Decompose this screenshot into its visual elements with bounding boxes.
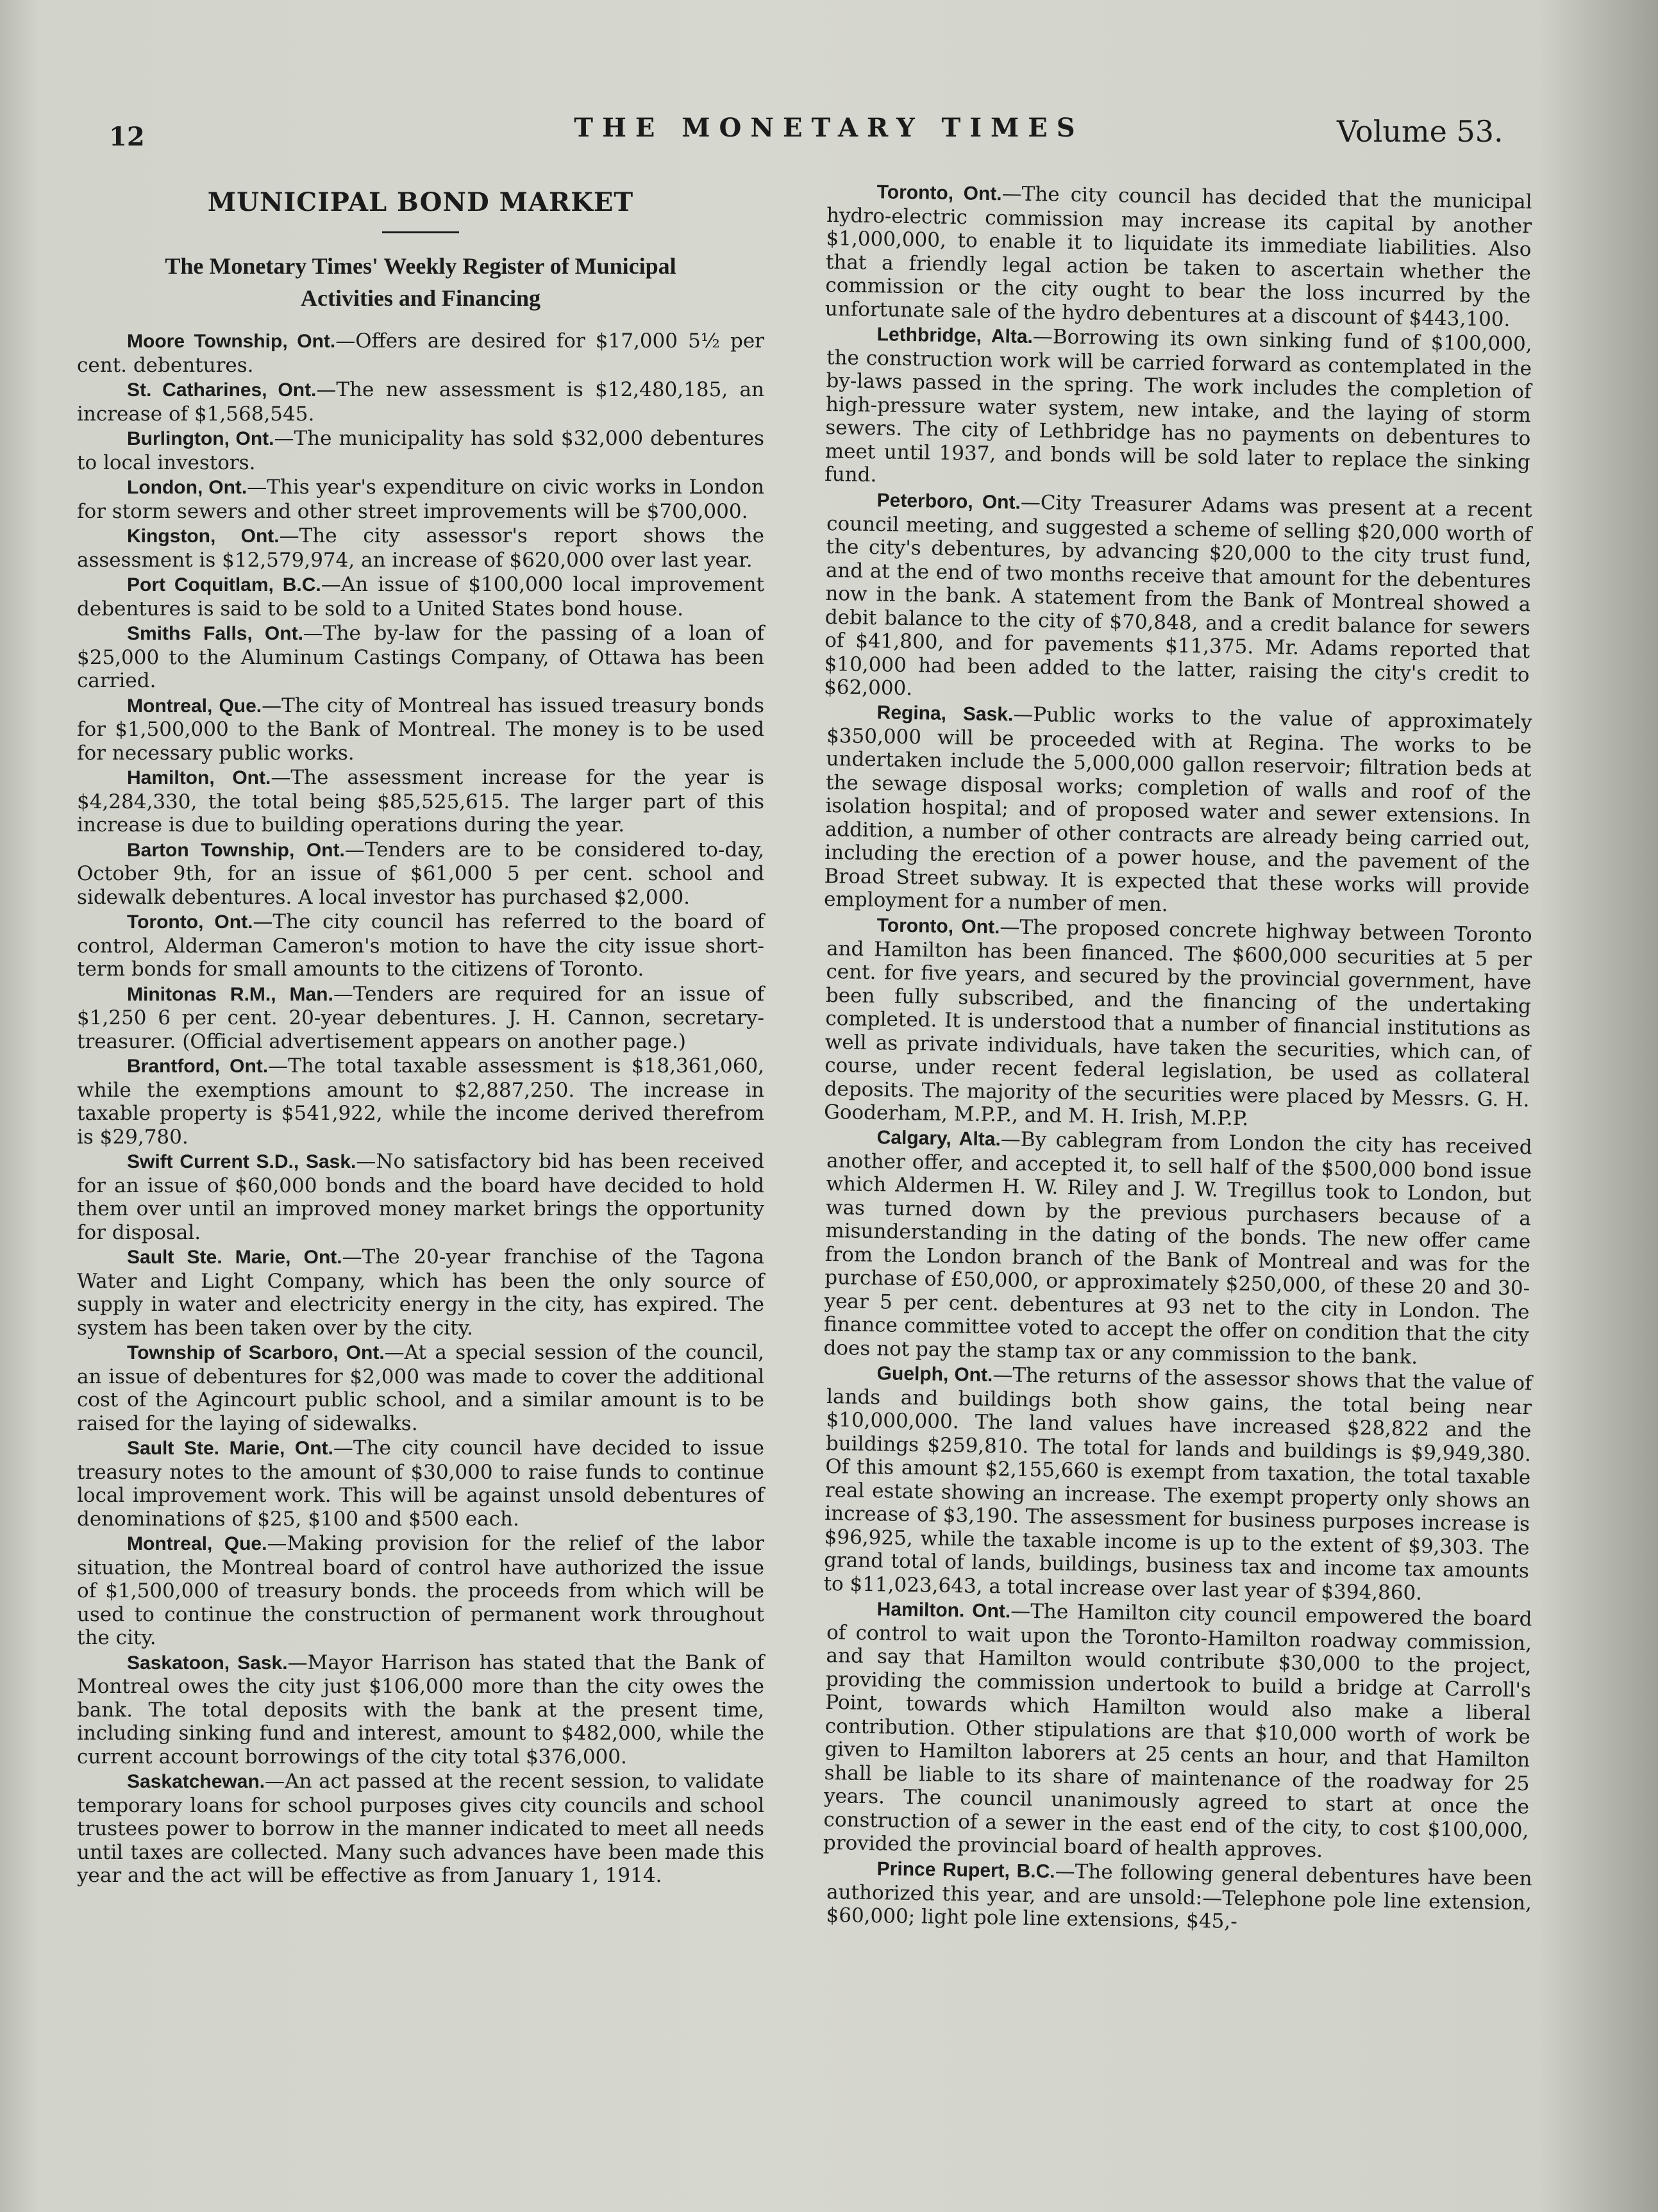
item-place: Barton Township, Ont. [127,839,345,861]
news-item [823,1125,1532,1370]
item-text: —The proposed concrete highway between Toronto and Hamilton has been financed. The $600,000 securities at 5 per cent. for five years, and secured by the provincial government, have been fully subscribed, and the financing of the undertaking completed. It is understood that a number of financial institutions as well as private individuals, have taken the securities, which can, of course, under recent federal legislation, be used as collateral deposits. The majority of the securities were placed by Messrs. G. H. Gooderham, M.P.P., and M. H. Irish, M.P.P. [823,915,1532,1130]
right-column [823,179,1532,1933]
item-text: —The assessment increase for the year is $4,284,330, the total being $85,525,615. The larger part of this increase is due to building operations during the year. [77,766,764,836]
item-place: Kingston, Ont. [127,526,280,547]
news-item [824,700,1532,922]
item-text: —No satisfactory bid has been received for an issue of $60,000 bonds and the board have decided to hold them over until an improved money market brings the opportunity for disposal. [77,1150,764,1244]
item-place: Moore Township, Ont. [127,331,336,352]
news-item [77,476,764,523]
item-place: London, Ont. [127,477,247,498]
left-item-list [77,329,764,1888]
item-text: —Tenders are to be considered to-day, October 9th, for an issue of $61,000 5 per cent. school and sidewalk debentures. A local investor has purchased $2,000. [77,838,764,909]
news-item [77,838,764,910]
running-title: THE MONETARY TIMES [574,113,1084,143]
item-text: —The municipality has sold $32,000 debentures to local investors. [77,427,765,474]
item-place: Hamilton, Ont. [127,767,271,788]
news-item [77,1341,764,1435]
item-place: Swift Current S.D., Sask. [127,1151,356,1172]
item-place: Hamilton. Ont. [876,1599,1011,1622]
item-text: —The city council has decided that the municipal hydro-electric commission may increase its capital by another $1,000,000, to enable it to liquidate its immediate liabilities. Also that a friendly legal action be taken to ascertain whether the commission or the city ought to bear the loss incurred by the unfortunate sale of the hydro debentures at a discount of $443,100. [825,182,1532,331]
item-place: Smiths Falls, Ont. [127,623,303,644]
section-title: MUNICIPAL BOND MARKET [207,187,634,217]
item-text: —Mayor Harrison has stated that the Bank of Montreal owes the city just $106,000 more than the city owes the bank. The total deposits with the bank at the present time, including sinking fund and interest, amount to $482,000, while the current account borrowings of the city total $376,000. [77,1651,764,1768]
news-item [77,427,764,474]
news-item [77,694,764,765]
item-place: Port Coquitlam, B.C. [127,574,321,595]
item-text: —The 20-year franchise of the Tagona Water and Light Company, which has been the only source of supply in water and electricity energy in the city, has expired. The system has been taken over by the city. [77,1245,764,1340]
news-item [77,524,764,572]
news-item [824,913,1532,1135]
item-place: Montreal, Que. [127,1533,267,1554]
news-item [77,573,764,620]
item-text: —City Treasurer Adams was present at a recent council meeting, and suggested a scheme of selling $20,000 worth of the city's debentures, by advancing $20,000 to the city trust fund, and at the end of two months receive that amount for the debentures now in the bank. A statement from the Bank of Montreal showed a debit balance to the city of $70,848, and a credit balance for sewers of $41,800, and for pavements $11,375. Mr. Adams reported that $10,000 had been added to the latter, raising the city's credit to $62,000. [823,490,1532,700]
news-item [826,1856,1532,1938]
news-item [77,1245,764,1340]
item-text: —The returns of the assessor shows that the value of lands and buildings both show gains, the total being near $10,000,000. The land values have increased $28,822 and the buildings $259,810. The total for lands and buildings is $9,949,380. Of this amount $2,155,660 is exempt from taxation, the total taxable real estate showing an increase. The exempt property only shows an increase of $3,190. The assessment for business purposes increase is $96,925, while the taxable income is up to the extent of $9,303. The grand total of lands, buildings, business tax and income tax amounts to $11,023,643, a total increase over last year of $394,860. [823,1363,1532,1605]
item-text: —The Hamilton city council empowered the board of control to wait upon the Toronto-Hamilton roadway commission, and say that Hamilton would contribute $30,000 to the project, providing the commission undertook to build a bridge at Carroll's Point, towards which Hamilton would also make a liberal contribution. Other stipulations are that $10,000 worth of work be given to Hamilton laborers at 25 cents an hour, and that Hamilton shall be liable to its share of maintenance of the roadway for 25 years. The council unanimously agreed to start at once the construction of a sewer in the east end of the city, to cost $100,000, provided the provincial board of health approves. [823,1599,1532,1863]
item-text: —The new assessment is $12,480,185, an increase of $1,568,545. [77,378,764,426]
item-place: Calgary, Alta. [876,1127,1001,1151]
news-item [77,1150,764,1244]
item-place: Guelph, Ont. [876,1363,993,1386]
title-rule [382,231,459,233]
page-header [0,109,1658,160]
item-text: —The city council have decided to issue treasury notes to the amount of $30,000 to raise funds to continue local improvement work. This will be against unsold debentures of denominations of $25, $100 and $500 each. [77,1436,765,1531]
subtitle-line-1: The Monetary Times' Weekly Register of Municipal [165,253,676,279]
news-item [77,1054,764,1149]
item-text: —Offers are desired for $17,000 5½ per cent. debentures. [77,329,764,377]
item-text: —The city assessor's report shows the assessment is $12,579,974, an increase of $620,000 over last year. [77,524,764,572]
item-text: —Tenders are required for an issue of $1,250 6 per cent. 20-year debentures. J. H. Cannon, secretary-treasurer. (Official advertisement appears on another page.) [77,982,764,1053]
item-text: —An act passed at the recent session, to validate temporary loans for school purposes gives city councils and school trustees power to borrow in the manner indicated to meet all needs until taxes are collected. Many such advances have been made this year and the act will be effective as from January 1, 1914. [77,1770,764,1887]
section-subtitle [77,250,764,314]
item-text: —Making provision for the relief of the labor situation, the Montreal board of control have authorized the issue of $1,500,000 of treasury bonds. the proceeds from which will be used to continue the construction of permanent work throughout the city. [77,1532,764,1649]
news-item [825,322,1532,497]
item-place: Saskatchewan. [127,1771,265,1792]
news-item [77,1651,764,1769]
news-item [825,179,1532,331]
item-text: —This year's expenditure on civic works in London for storm sewers and other street improvements will be $700,000. [77,476,765,523]
news-item [77,329,764,377]
item-place: Minitonas R.M., Man. [127,983,333,1005]
item-text: —The following general debentures have been authorized this year, and are unsold:—Telephone pole line extension, $60,000; light pole line extensions, $45,- [826,1859,1532,1933]
news-item [77,1436,764,1531]
news-item [77,983,764,1054]
item-place: Saskatoon, Sask. [127,1652,288,1674]
item-place: Toronto, Ont. [127,911,253,933]
item-place: Prince Rupert, B.C. [876,1858,1055,1883]
item-place: Sault Ste. Marie, Ont. [127,1438,333,1459]
news-item [77,378,764,426]
item-text: —The total taxable assessment is $18,361,060, while the exemptions amount to $2,887,250. The increase in taxable property is $541,922, while the income derived therefrom is $29,780. [77,1054,765,1149]
item-place: Regina, Sask. [876,702,1014,726]
volume-label: Volume 53. [1337,114,1503,149]
item-place: Brantford, Ont. [127,1056,269,1077]
news-item [77,766,764,837]
item-text: —Public works to the value of approximately $350,000 will be proceeded with at Regina. The works to be undertaken include the 5,000,000 gallon reservoir; filtration beds at the sewage disposal works; completion of walls and roof of the isolation hospital; and of proposed water and sewer extensions. In addition, a number of other contracts are already being carried out, including the erection of a power house, and the pavement of the Broad Street subway. It is expected that these works will provide employment for a number of men. [823,703,1532,917]
item-place: Toronto, Ont. [876,181,1002,205]
page-number: 12 [109,122,145,152]
news-item [77,622,764,693]
item-place: Lethbridge, Alta. [876,324,1034,348]
news-item [823,1361,1532,1606]
item-place: Montreal, Que. [127,695,262,717]
news-item [823,1597,1532,1866]
item-text: —By cablegram from London the city has received another offer, and accepted it, to sell half of the $500,000 bond issue which Aldermen H. W. Riley and J. W. Tregillus took to London, but was turned down by the previous purchasers because of a misunderstanding in the dating of the bonds. The new offer came from the London branch of the Bank of Montreal and was for the purchase of £50,000, or approximately $250,000, of these 20 and 30-year 5 per cent. debentures at 93 net to the city in London. The finance committee voted to accept the offer on condition that the city does not pay the stamp tax or any commission to the bank. [823,1127,1532,1369]
news-item [77,1770,764,1888]
item-text: —The city council has referred to the board of control, Alderman Cameron's motion to have the city issue short-term bonds for small amounts to the citizens of Toronto. [77,910,764,981]
item-place: Peterboro, Ont. [876,489,1021,513]
item-text: —An issue of $100,000 local improvement debentures is said to be sold to a United States bond house. [77,573,764,620]
item-text: —The by-law for the passing of a loan of $25,000 to the Aluminum Castings Company, of Ottawa has been carried. [77,622,764,692]
news-item [77,1532,764,1650]
news-item [77,910,764,981]
item-place: Burlington, Ont. [127,428,274,449]
item-place: St. Catharines, Ont. [127,379,317,401]
item-place: Toronto, Ont. [876,914,1000,938]
subtitle-line-2: Activities and Financing [300,285,541,311]
item-text: —At a special session of the council, an issue of debentures for $2,000 was made to cover the additional cost of the Agincourt public school, and a similar amount is to be raised for the laying of sidewalks. [77,1341,764,1435]
item-text: —The city of Montreal has issued treasury bonds for $1,500,000 to the Bank of Montreal. The money is to be used for necessary public works. [77,694,764,765]
right-item-list [823,179,1532,1933]
item-place: Sault Ste. Marie, Ont. [127,1247,342,1268]
news-item [824,488,1532,710]
left-column [77,179,764,1889]
item-place: Township of Scarboro, Ont. [127,1342,385,1363]
item-text: —Borrowing its own sinking fund of $100,000, the construction work will be carried forward as contemplated in the by-laws passed in the spring. The work includes the completion of high-pressure water system, new intake, and the laying of storm sewers. The city of Lethbridge has no payments on debentures to meet until 1937, and bonds will be sold later to replace the sinking fund. [824,325,1532,487]
